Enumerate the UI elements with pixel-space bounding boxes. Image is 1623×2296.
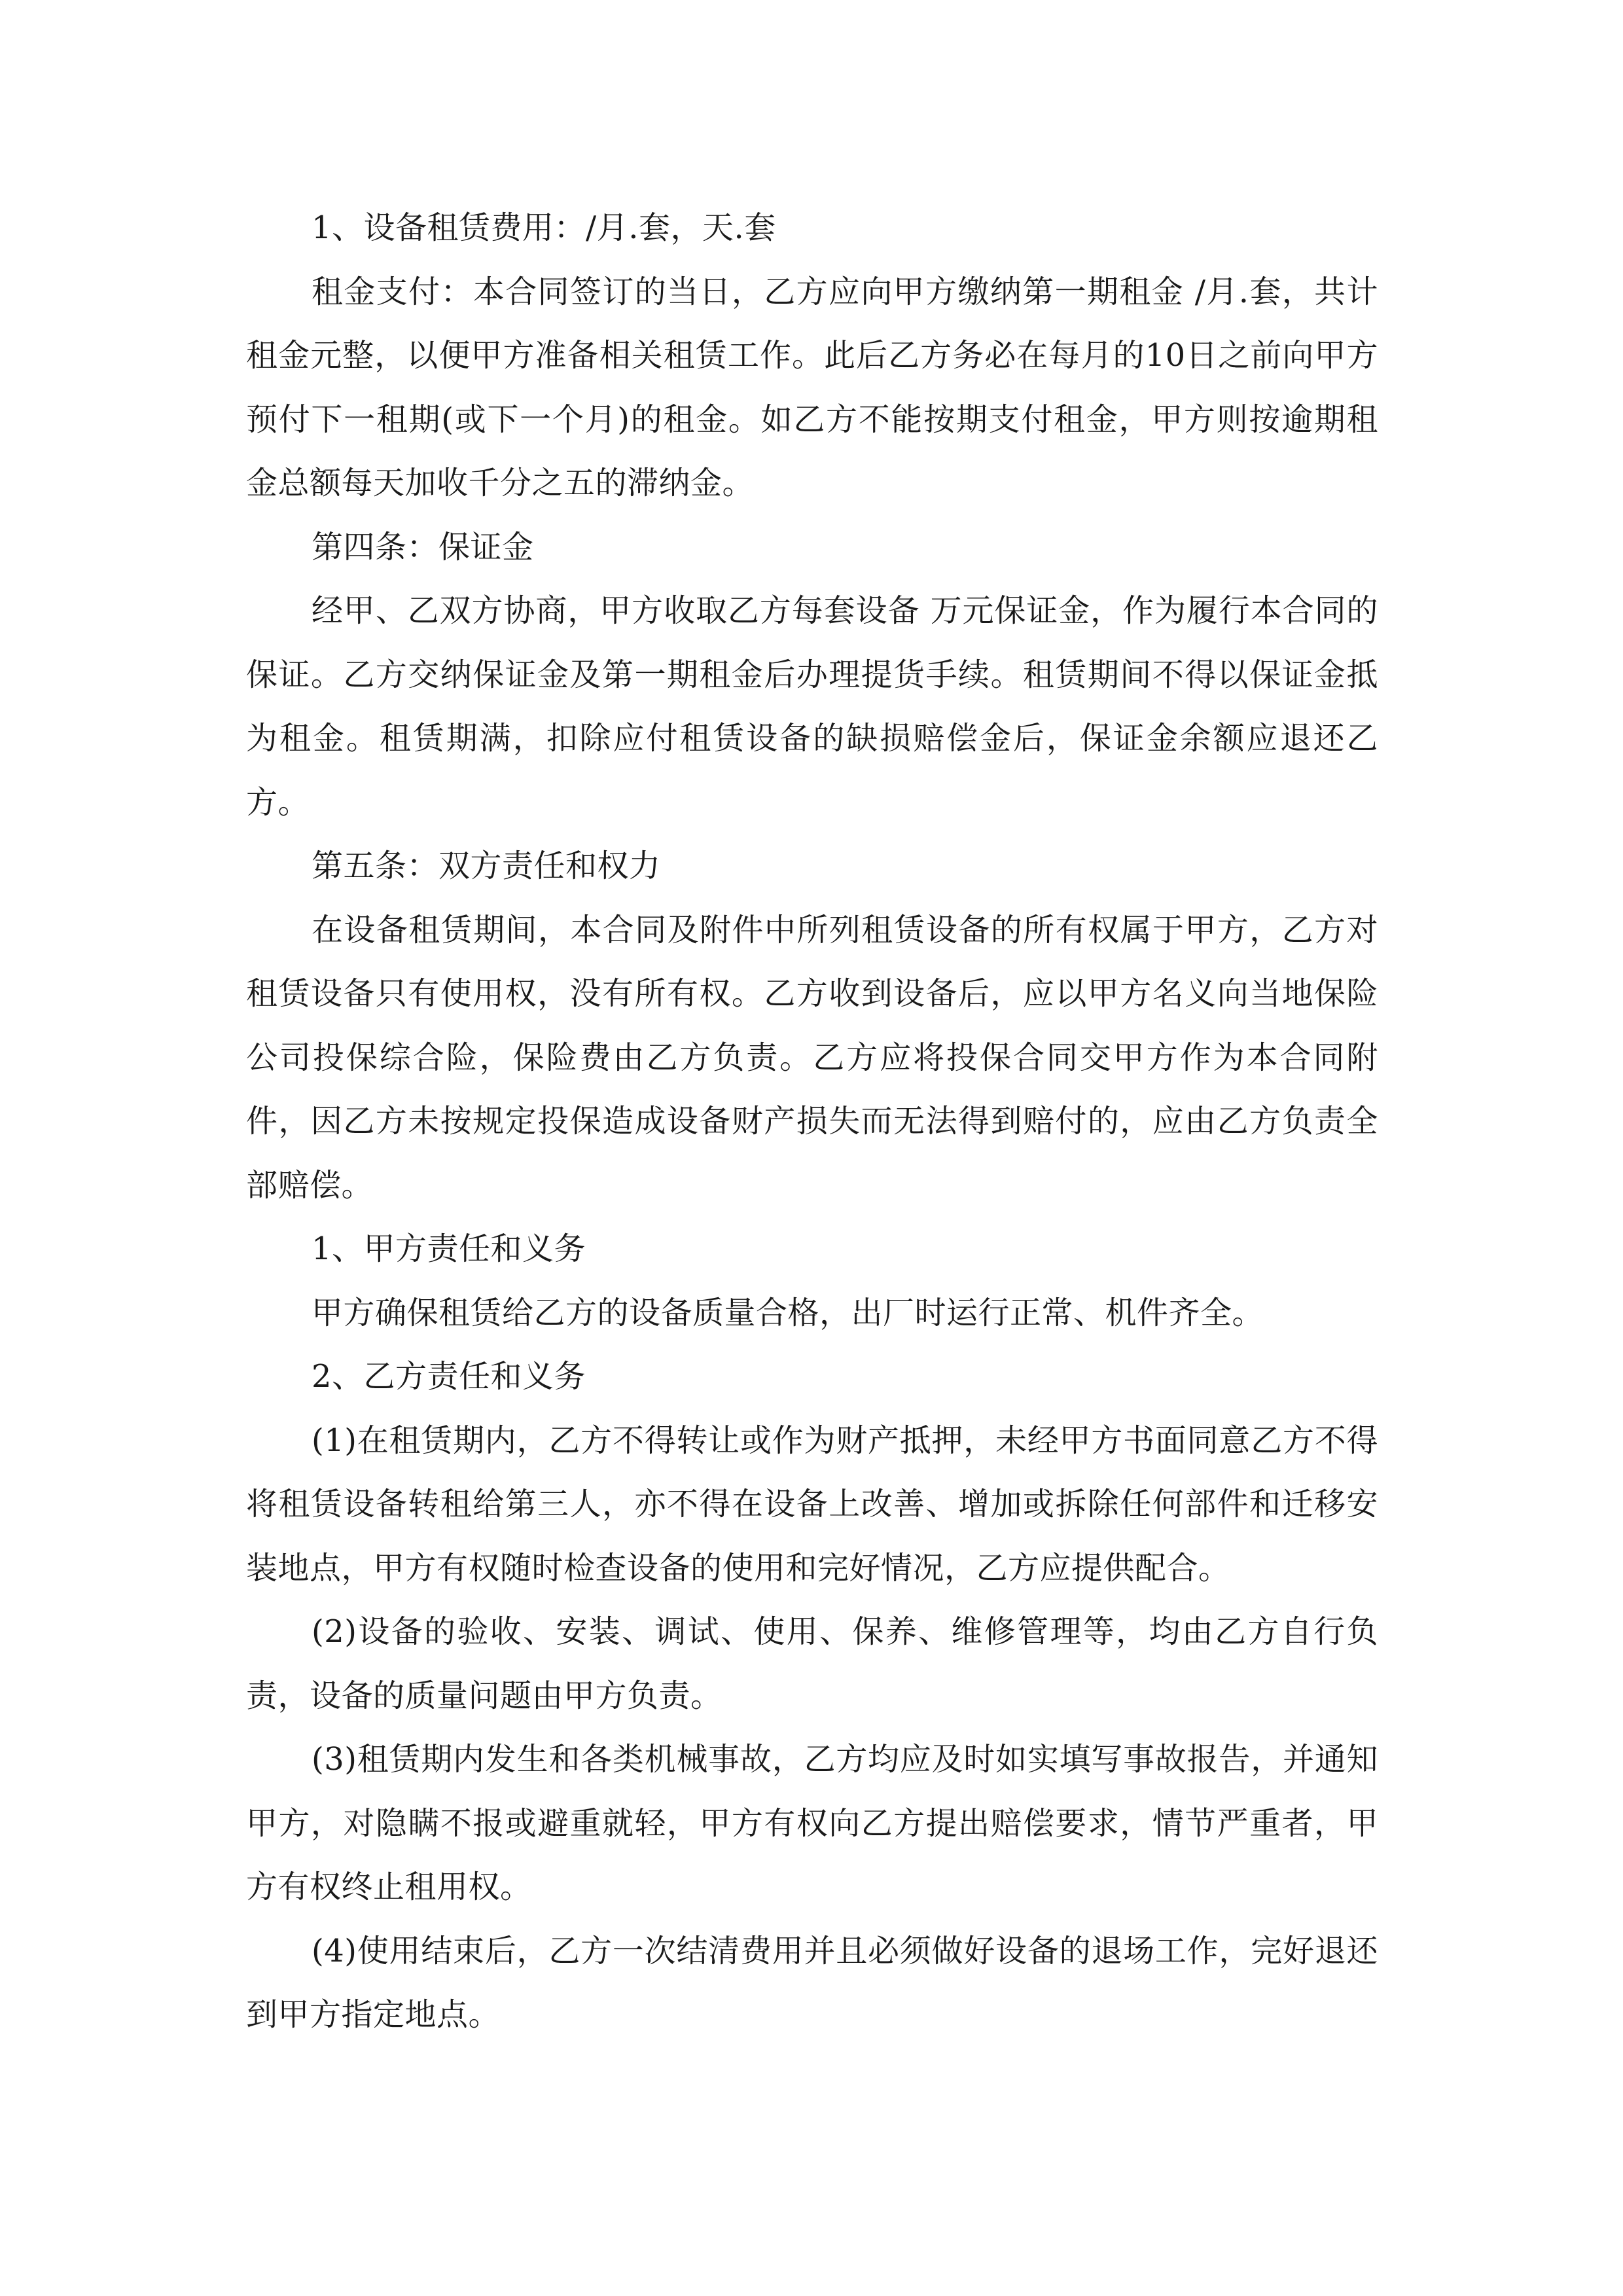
party-a-duties-heading: 1、甲方责任和义务 (312, 1230, 586, 1267)
deposit-paragraph: 经甲、乙双方协商，甲方收取乙方每套设备 万元保证金，作为履行本合同的保证。乙方交纳保证金及第一期租金后办理提货手续。租赁期间不得以保证金抵为租金。租赁期满，扣除应付租赁设备的缺损赔偿金后，保证金余额应退还乙方。 (246, 592, 1378, 821)
fee-clause: 1、设备租赁费用：/月.套，天.套 (312, 209, 776, 246)
article-four-heading: 第四条：保证金 (312, 528, 534, 565)
party-a-duties-paragraph: 甲方确保租赁给乙方的设备质量合格，出厂时运行正常、机件齐全。 (312, 1294, 1264, 1331)
ownership-paragraph: 在设备租赁期间，本合同及附件中所列租赁设备的所有权属于甲方，乙方对租赁设备只有使用权，没有所有权。乙方收到设备后，应以甲方名义向当地保险公司投保综合险，保险费由乙方负责。乙方应将投保合同交甲方作为本合同附件，因乙方未按规定投保造成设备财产损失而无法得到赔付的，应由乙方负责全部赔偿。 (246, 911, 1378, 1204)
party-b-item-4: (4)使用结束后，乙方一次结清费用并且必须做好设备的退场工作，完好退还到甲方指定地点。 (246, 1932, 1378, 2033)
party-b-item-2: (2)设备的验收、安装、调试、使用、保养、维修管理等，均由乙方自行负责，设备的质量问题由甲方负责。 (246, 1613, 1378, 1714)
document-body (246, 196, 1378, 2047)
party-b-item-1: (1)在租赁期内，乙方不得转让或作为财产抵押，未经甲方书面同意乙方不得将租赁设备转租给第三人，亦不得在设备上改善、增加或拆除任何部件和迁移安装地点，甲方有权随时检查设备的使用和完好情况，乙方应提供配合。 (246, 1422, 1378, 1587)
rent-payment-paragraph: 租金支付：本合同签订的当日，乙方应向甲方缴纳第一期租金 /月.套，共计租金元整，以便甲方准备相关租赁工作。此后乙方务必在每月的10日之前向甲方预付下一租期(或下一个月)的租金。如乙方不能按期支付租金，甲方则按逾期租金总额每天加收千分之五的滞纳金。 (246, 273, 1378, 501)
party-b-duties-heading: 2、乙方责任和义务 (312, 1358, 586, 1395)
party-b-item-3: (3)租赁期内发生和各类机械事故，乙方均应及时如实填写事故报告，并通知甲方，对隐瞒不报或避重就轻，甲方有权向乙方提出赔偿要求，情节严重者，甲方有权终止租用权。 (246, 1741, 1378, 1905)
article-five-heading: 第五条：双方责任和权力 (312, 848, 661, 884)
